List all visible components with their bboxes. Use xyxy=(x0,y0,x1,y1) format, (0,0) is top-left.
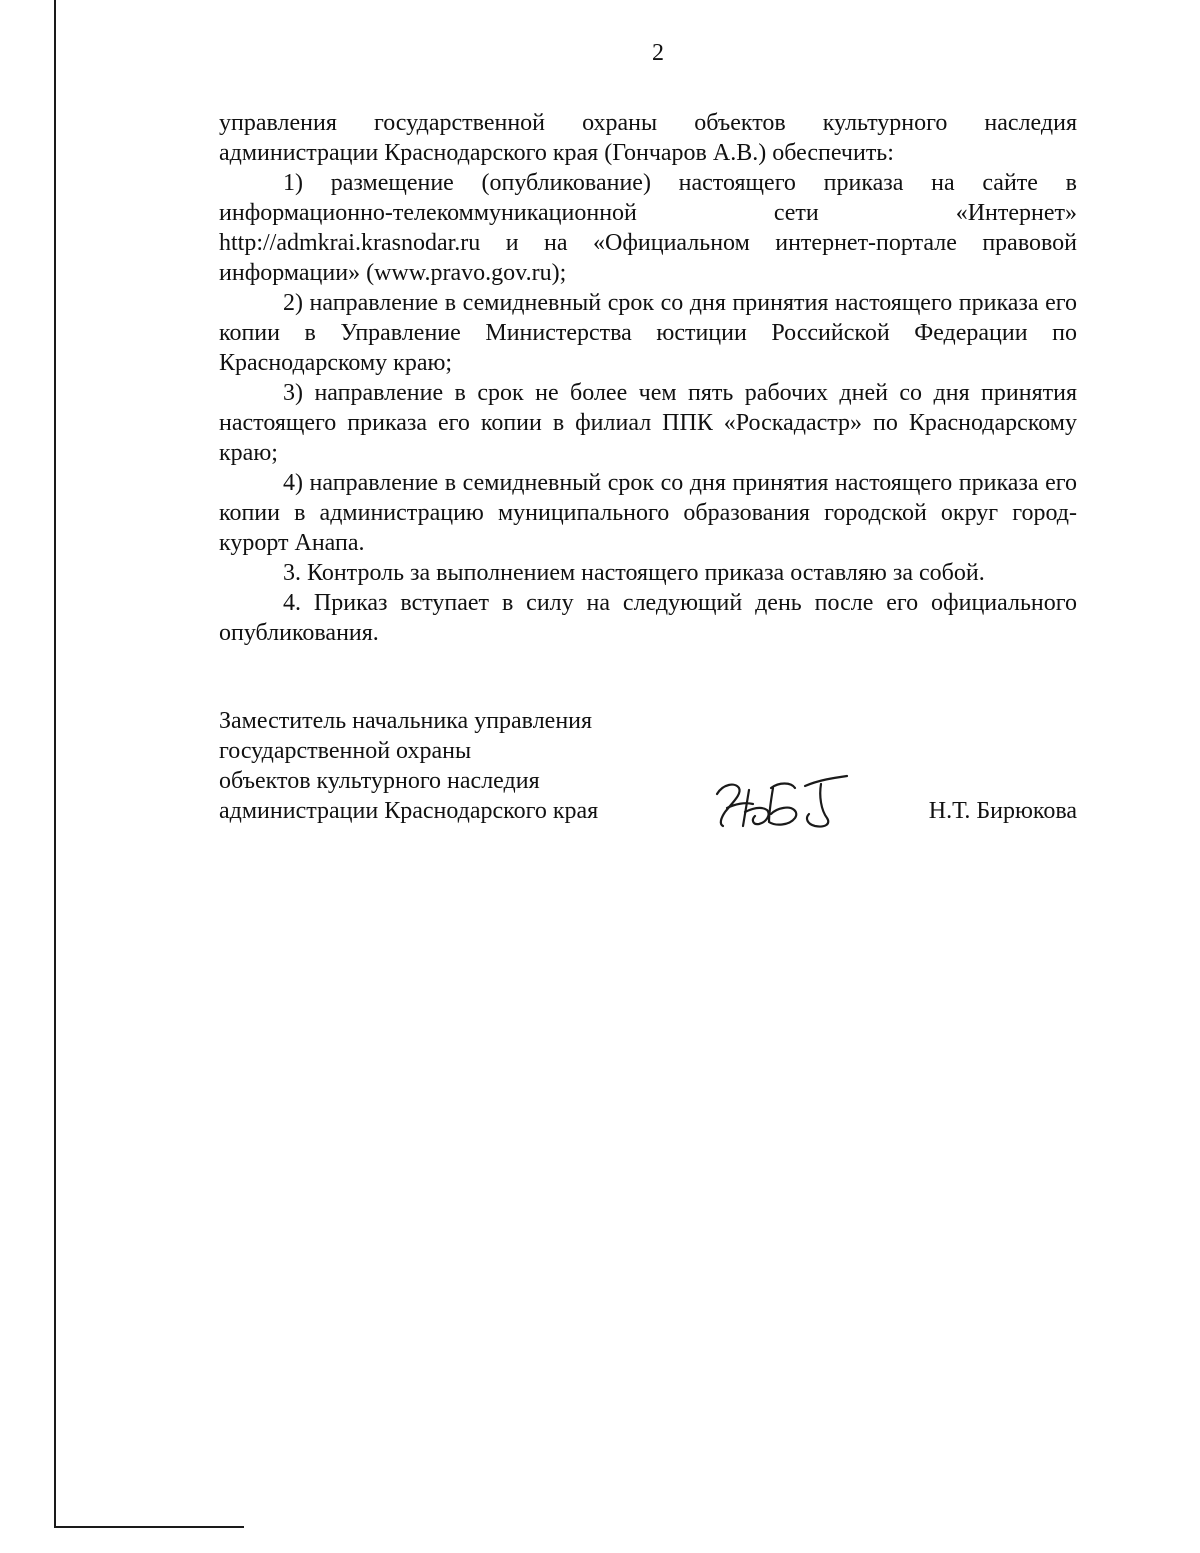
page-number: 2 xyxy=(652,40,664,66)
handwritten-signature-icon xyxy=(709,768,859,838)
paragraph-item-1: 1) размещение (опубликование) настоящего приказа на сайте в информационно-телекоммуникационной сети «Интернет» http://admkrai.krasnodar.ru и на «Официальном интернет-портале правовой информации» (www.pravo.gov.ru); xyxy=(219,170,1077,286)
paragraph-clause-3: 3. Контроль за выполнением настоящего приказа оставляю за собой. xyxy=(283,560,985,586)
scan-edge-bottom xyxy=(54,1526,244,1528)
paragraph-item-4: 4) направление в семидневный срок со дня принятия настоящего приказа его копии в администрацию муниципального образования городской округ город-курорт Анапа. xyxy=(219,470,1077,556)
paragraph-continuation: управления государственной охраны объектов культурного наследия администрации Краснодарского края (Гончаров А.В.) обеспечить: xyxy=(219,110,1077,166)
document-body xyxy=(219,108,1077,648)
scan-edge-left xyxy=(54,0,56,1527)
signatory-position-line: администрации Краснодарского края xyxy=(219,798,599,824)
signatory-position-line: Заместитель начальника управления xyxy=(219,708,593,734)
paragraph-clause-4: 4. Приказ вступает в силу на следующий день после его официального опубликования. xyxy=(219,590,1077,646)
paragraph-item-2: 2) направление в семидневный срок со дня принятия настоящего приказа его копии в Управление Министерства юстиции Российской Федерации по Краснодарскому краю; xyxy=(219,290,1077,376)
signatory-name: Н.Т. Бирюкова xyxy=(928,798,1077,824)
signatory-position-line: объектов культурного наследия xyxy=(219,768,540,794)
paragraph-item-3: 3) направление в срок не более чем пять рабочих дней со дня принятия настоящего приказа его копии в филиал ППК «Роскадастр» по Краснодарскому краю; xyxy=(219,380,1077,466)
signatory-position-line: государственной охраны xyxy=(219,738,472,764)
signature-block xyxy=(219,706,1077,826)
